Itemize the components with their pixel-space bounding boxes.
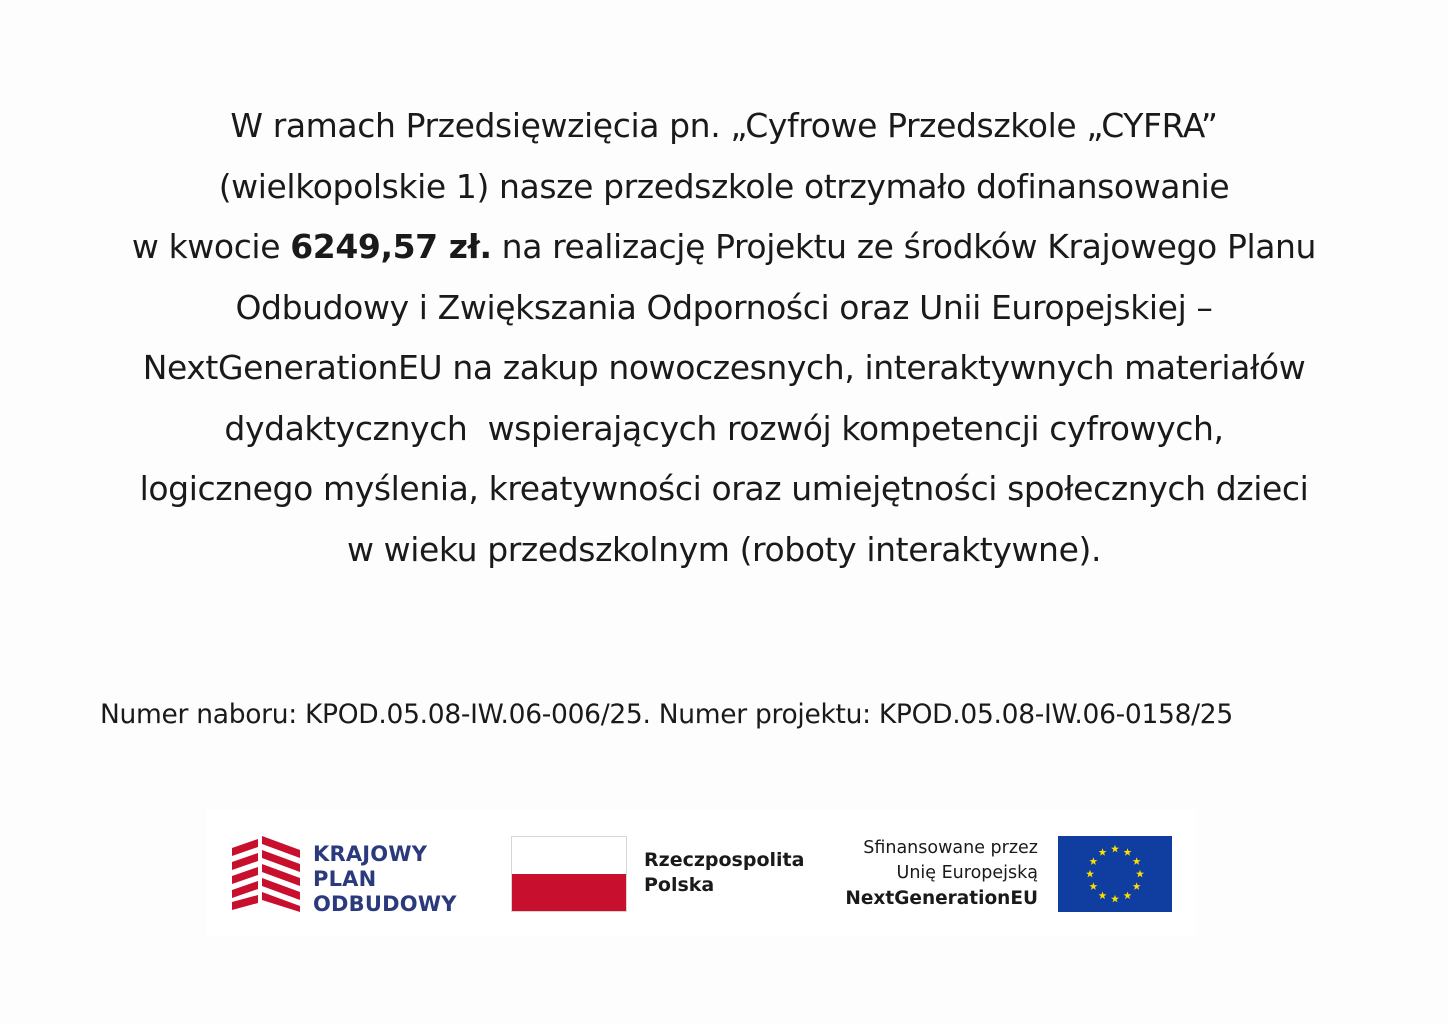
announcement-line: Odbudowy i Zwiększania Odporności oraz Unii Europejskiej – <box>235 287 1213 327</box>
funding-logos-bar <box>206 810 1196 936</box>
eu-line: Sfinansowane przez <box>863 838 1038 858</box>
announcement-line: w wieku przedszkolnym (roboty interaktywne). <box>346 529 1102 569</box>
poland-logo-text <box>644 848 804 898</box>
kpo-logo-icon <box>232 836 300 912</box>
kpo-logo-text <box>313 842 457 917</box>
amount-prefix: w kwocie <box>131 227 291 266</box>
announcement-line: dydaktycznych wspierających rozwój kompetencji cyfrowych, <box>224 408 1224 448</box>
kpo-line: PLAN <box>313 867 377 891</box>
eu-logo-text <box>845 836 1038 911</box>
kpo-line: KRAJOWY <box>313 842 428 866</box>
announcement-line: logicznego myślenia, kreatywności oraz umiejętności społecznych dzieci <box>139 469 1309 508</box>
eu-flag-icon <box>1058 836 1172 912</box>
amount-suffix: na realizację Projektu ze środków Krajowego Planu <box>491 227 1317 266</box>
poland-line: Polska <box>644 874 715 896</box>
announcement-line-amount <box>60 217 1388 278</box>
announcement-text <box>60 96 1388 580</box>
recruitment-project-numbers: Numer naboru: KPOD.05.08-IW.06-006/25. Numer projektu: KPOD.05.08-IW.06-0158/25 <box>100 699 1233 730</box>
flag-white-stripe <box>512 837 626 874</box>
funding-amount: 6249,57 zł. <box>290 227 492 266</box>
announcement-line: (wielkopolskie 1) nasze przedszkole otrzymało dofinansowanie <box>218 166 1230 206</box>
flag-red-stripe <box>512 874 626 911</box>
eu-line-nextgen: NextGenerationEU <box>845 888 1038 909</box>
announcement-line: NextGenerationEU na zakup nowoczesnych, interaktywnych materiałów <box>142 348 1306 387</box>
announcement-line: W ramach Przedsięwzięcia pn. „Cyfrowe Przedszkole „CYFRA” <box>230 106 1218 145</box>
poland-line: Rzeczpospolita <box>644 849 805 871</box>
eu-line: Unię Europejską <box>896 863 1038 883</box>
kpo-line: ODBUDOWY <box>313 892 457 916</box>
poland-flag-icon <box>511 836 627 912</box>
